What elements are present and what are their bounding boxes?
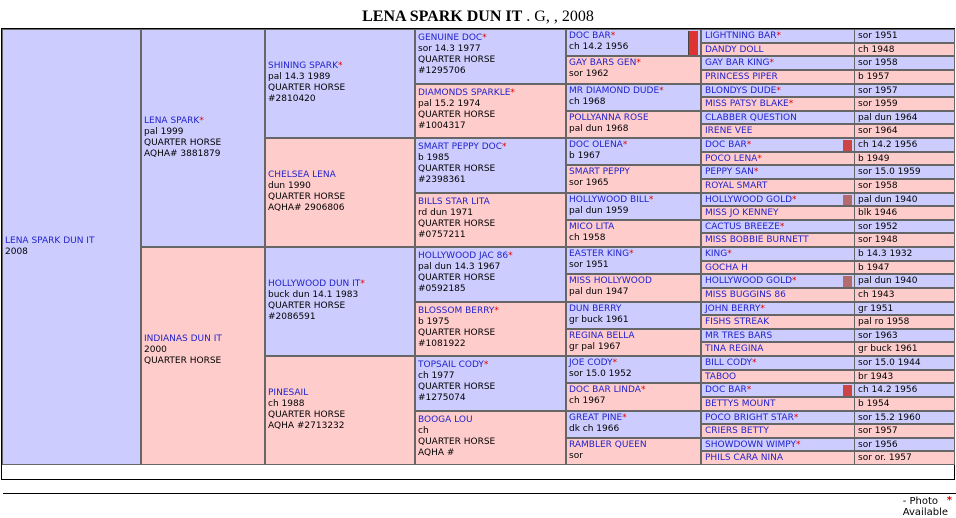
horse-name-link[interactable]: PINESAIL [268,388,309,398]
horse-info-line: sor 1957 [858,426,898,437]
photo-star-icon: * [482,33,487,43]
horse-name-link[interactable]: MR DIAMOND DUDE [569,85,660,96]
photo-star-icon: * [779,221,785,232]
pedigree-cell-g5-19 [701,288,955,302]
pedigree-cell-g4-11 [566,329,701,356]
photo-star-icon: * [502,142,507,152]
horse-info-line: sor 1959 [858,99,898,110]
pedigree-cell-g5-1 [701,43,955,57]
column-divider [854,166,855,178]
horse-info-line: b 1954 [858,398,890,409]
horse-name-link[interactable]: CRIERS BETTY [705,426,769,437]
horse-name-link[interactable]: SHOWDOWN WIMPY [705,439,797,450]
horse-info-line: QUARTER HORSE [418,327,496,338]
pedigree-cell-g5-16 [701,247,955,261]
horse-info-line: ch 1948 [858,44,895,55]
horse-info-line: gr buck 1961 [569,314,629,325]
photo-star-icon: * [360,279,365,289]
title-horse-name: LENA SPARK DUN IT [362,8,523,25]
horse-info-line: rd dun 1971 [418,207,474,218]
horse-info-line: QUARTER HORSE [144,356,222,366]
column-divider [854,44,855,56]
pedigree-cell-g5-28 [701,411,955,425]
horse-info-line: sor 1958 [858,58,898,69]
pedigree-cell-g5-5 [701,97,955,111]
photo-star-icon: * [640,385,646,396]
column-divider [854,112,855,124]
pedigree-cell-g4-2 [566,84,701,111]
horse-name-link[interactable]: MISS BUGGINS 86 [705,289,786,300]
column-divider [854,425,855,437]
color-swatch [843,385,852,396]
pedigree-cell-g5-9 [701,152,955,166]
column-divider [854,234,855,246]
photo-star-icon: * [757,153,762,164]
column-divider [854,30,855,42]
pedigree-cell-g4-3 [566,111,701,138]
pedigree-cell-g4-0 [566,29,701,56]
pedigree-cell-g3-0 [415,29,566,84]
pedigree-cell-g3-4 [415,247,566,302]
horse-name-link[interactable]: SMART PEPPY DOC [418,142,503,152]
photo-star-icon: * [622,140,628,150]
pedigree-cell-g4-13 [566,383,701,410]
horse-name-link[interactable]: TOPSAIL CODY [418,360,484,370]
pedigree-cell-g5-23 [701,342,955,356]
column-divider [854,153,855,165]
horse-name-link[interactable]: DOC OLENA [569,140,623,150]
horse-info-line: pal 1999 [144,127,184,137]
horse-name-link[interactable]: FISHS STREAK [705,317,770,328]
horse-info-line: QUARTER HORSE [418,218,496,229]
pedigree-cell-g5-21 [701,315,955,329]
pedigree-cell-g3-1 [415,84,566,139]
horse-info-line: b 1975 [418,316,450,327]
column-divider [854,384,855,396]
horse-info-line: b 1967 [569,151,601,161]
horse-name-link[interactable]: SHINING SPARK [268,61,338,71]
horse-name-link[interactable]: BILLS STAR LITA [418,196,490,207]
horse-name-link[interactable]: GREAT PINE [569,412,623,423]
horse-info-line: sor 1956 [858,439,898,450]
pedigree-cell-g4-8 [566,247,701,274]
pedigree-cell-g5-20 [701,302,955,316]
photo-star-icon: * [776,31,781,41]
horse-info-line: #1004317 [418,120,466,131]
horse-info-line: ch 1943 [858,289,895,300]
horse-info-line: ch [418,425,429,436]
horse-info-line: AQHA# 2906806 [268,203,345,213]
pedigree-cell-g1-0 [141,29,265,247]
column-divider [854,262,855,274]
pedigree-cell-g5-25 [701,370,955,384]
horse-name-link[interactable]: HOLLYWOOD DUN IT [268,279,361,289]
horse-name-link[interactable]: HOLLYWOOD JAC 86 [418,251,509,261]
horse-name-link[interactable]: DOC BAR [569,31,611,41]
pedigree-cell-g5-29 [701,424,955,438]
horse-info-line: blk 1946 [858,208,898,219]
horse-name-link[interactable]: LIGHTNING BAR [705,31,777,41]
pedigree-cell-g4-15 [566,438,701,465]
horse-info-line: QUARTER HORSE [418,382,496,392]
photo-star-icon: * [752,358,757,368]
column-divider [854,139,855,151]
pedigree-cell-g5-12 [701,193,955,207]
photo-star-icon: * [796,439,801,450]
horse-name-link[interactable]: BLOSSOM BERRY [418,305,495,316]
pedigree-cell-g5-3 [701,70,955,84]
column-divider [854,98,855,110]
photo-star-icon: * [746,140,752,150]
horse-name-link[interactable]: HOLLYWOOD BILL [569,194,649,205]
horse-info-line: #2398361 [418,175,466,185]
horse-info-line: b 1985 [418,153,450,163]
horse-name-link[interactable]: HOLLYWOOD GOLD [705,194,793,205]
horse-name-link[interactable]: LENA SPARK [144,116,200,126]
subject-info: 2008 [5,247,28,257]
horse-name-link[interactable]: MR TRES BARS [705,330,773,341]
horse-name-link[interactable]: BILL CODY [705,358,753,368]
photo-star-icon: * [636,58,641,69]
pedigree-cell-g4-1 [566,56,701,83]
horse-info-line: sor 1965 [569,178,609,189]
horse-info-line: sor 15.0 1952 [569,369,632,379]
photo-star-icon: * [788,99,794,110]
horse-info-line: QUARTER HORSE [418,164,496,174]
pedigree-cell-g5-15 [701,233,955,247]
photo-star-icon: * [792,276,797,287]
color-swatch [843,195,852,206]
photo-star-icon: * [792,194,797,205]
pedigree-table [1,28,955,518]
horse-info-line: pal ro 1958 [858,317,910,328]
horse-info-line: #2810420 [268,94,316,104]
pedigree-cell-g3-5 [415,302,566,357]
horse-info-line: pal dun 1940 [858,276,918,287]
column-divider [854,330,855,342]
horse-info-line: sor 15.0 1959 [858,167,921,178]
column-divider [854,85,855,97]
column-divider [854,248,855,260]
horse-name-link[interactable]: DOC BAR [705,140,747,150]
horse-info-line: pal dun 1968 [569,123,629,134]
column-divider [854,316,855,328]
horse-name-link[interactable]: CACTUS BREEZE [705,221,780,232]
photo-star-icon: * [483,360,489,370]
horse-name-link[interactable]: JOE CODY [569,358,613,368]
pedigree-cell-g5-2 [701,56,955,70]
pedigree-cell-g3-6 [415,356,566,411]
horse-name-link[interactable]: TINA REGINA [705,344,764,355]
horse-name-link[interactable]: ROYAL SMART [705,180,768,191]
column-divider [854,221,855,233]
horse-name-link[interactable]: DOC BAR [705,385,747,396]
color-swatch [688,31,698,55]
horse-info-line: dun 1990 [268,181,311,191]
horse-info-line: ch 1958 [569,232,606,243]
horse-name-link[interactable]: MISS HOLLYWOOD [569,276,652,287]
horse-name-link[interactable]: REGINA BELLA [569,330,635,341]
horse-info-line: sor 1963 [858,330,898,341]
pedigree-cell-g5-13 [701,206,955,220]
photo-star-icon: * [753,167,759,178]
horse-info-line: br 1943 [858,371,894,382]
photo-star-icon: * [776,85,781,96]
footer-row [3,493,956,518]
photo-legend [902,495,952,518]
title-details: . G, , 2008 [526,8,594,25]
pedigree-cell-g3-2 [415,138,566,193]
pedigree-cell-g5-24 [701,356,955,370]
pedigree-cell-g5-6 [701,111,955,125]
horse-name-link[interactable]: JOHN BERRY [705,303,761,314]
pedigree-cell-g5-22 [701,329,955,343]
horse-info-line: pal dun 1959 [569,205,629,216]
horse-info-line: #1275074 [418,393,466,403]
photo-star-icon: * [629,249,634,259]
pedigree-cell-g5-18 [701,274,955,288]
pedigree-cell-g4-10 [566,302,701,329]
column-divider [854,398,855,410]
horse-info-line: QUARTER HORSE [268,192,346,202]
horse-info-line: gr 1951 [858,303,894,314]
column-divider [854,289,855,301]
horse-name-link[interactable]: KING [705,249,728,259]
horse-info-line: AQHA # [418,447,455,458]
column-divider [854,357,855,369]
column-divider [854,439,855,451]
column-divider [854,303,855,315]
photo-star-icon: * [760,303,765,314]
horse-info-line: sor [569,450,583,461]
pedigree-cell-g5-4 [701,84,955,98]
legend-star-icon: * [946,495,952,506]
horse-name-link[interactable]: POCO BRIGHT STAR [705,412,794,423]
horse-name-link[interactable]: DUN BERRY [569,303,622,314]
horse-info-line: sor 1962 [569,69,609,80]
horse-info-line: gr buck 1961 [858,344,918,355]
horse-info-line: b 1957 [858,71,890,82]
horse-name-link[interactable]: PHILS CARA NINA [705,453,784,464]
pedigree-cell-g4-14 [566,411,701,438]
photo-star-icon: * [337,61,343,71]
photo-star-icon: * [746,385,752,396]
horse-info-line: ch 1977 [418,371,455,381]
horse-info-line: #0592185 [418,284,466,294]
horse-info-line: pal dun 1947 [569,287,629,298]
horse-info-line: sor 1957 [858,85,898,96]
horse-info-line: sor 14.3 1977 [418,44,481,54]
horse-info-line: sor 1952 [858,221,898,232]
horse-info-line: pal dun 1964 [858,112,918,123]
horse-info-line: buck dun 14.1 1983 [268,290,359,300]
pedigree-cell-g4-5 [566,165,701,192]
horse-info-line: dk ch 1966 [569,423,620,434]
photo-star-icon: * [659,85,664,96]
pedigree-cell-g2-1 [265,138,415,247]
column-divider [854,194,855,206]
color-swatch [843,140,852,151]
pedigree-cell-g5-7 [701,124,955,138]
horse-name-link[interactable]: IRENE VEE [705,126,753,137]
horse-name-link[interactable]: BOOGA LOU [418,414,473,425]
horse-name-link[interactable]: GENUINE DOC [418,33,483,43]
horse-info-line: sor 1948 [858,235,898,246]
horse-name-link[interactable]: GAY BARS GEN [569,58,637,69]
pedigree-cell-g2-0 [265,29,415,138]
horse-info-line: pal 15.2 1974 [418,98,481,109]
horse-info-line: sor 1951 [569,260,609,270]
horse-name-link[interactable]: HOLLYWOOD GOLD [705,276,793,287]
photo-star-icon: * [610,31,616,41]
horse-name-link[interactable]: DANDY DOLL [705,44,764,55]
horse-info-line: pal dun 1940 [858,194,918,205]
pedigree-cell-g2-2 [265,247,415,356]
horse-info-line: b 1947 [858,262,890,273]
horse-info-line: pal dun 14.3 1967 [418,262,501,272]
horse-info-line: b 1949 [858,153,890,164]
horse-name-link[interactable]: MISS JO KENNEY [705,208,779,219]
pedigree-cell-g4-12 [566,356,701,383]
photo-star-icon: * [648,194,654,205]
horse-name-link[interactable]: INDIANAS DUN IT [144,334,222,344]
horse-name-link[interactable]: DOC BAR LINDA [569,385,641,396]
horse-info-line: QUARTER HORSE [268,83,346,93]
photo-star-icon: * [727,249,732,259]
pedigree-cell-g5-0 [701,29,955,43]
photo-star-icon: * [510,87,515,98]
pedigree-cell-g4-9 [566,274,701,301]
horse-info-line: sor or. 1957 [858,453,912,464]
horse-info-line: sor 15.0 1944 [858,358,921,368]
horse-info-line: #2086591 [268,312,316,322]
horse-info-line: sor 15.2 1960 [858,412,921,423]
horse-info-line: sor 1964 [858,126,898,137]
horse-name-link[interactable]: EASTER KING [569,249,630,259]
legend-text: - Photo Available [902,496,948,518]
color-swatch [843,276,852,287]
column-divider [854,452,855,464]
horse-info-line: gr pal 1967 [569,341,621,352]
subject-name-link[interactable]: LENA SPARK DUN IT [5,236,95,246]
pedigree-cell-g5-26 [701,383,955,397]
column-divider [854,57,855,69]
horse-info-line: QUARTER HORSE [268,301,346,311]
horse-name-link[interactable]: POLLYANNA ROSE [569,112,649,123]
pedigree-cell-g5-14 [701,220,955,234]
horse-name-link[interactable]: CHELSEA LENA [268,170,336,180]
horse-name-link[interactable]: TABOO [705,371,737,382]
horse-info-line: ch 1988 [268,399,305,409]
horse-name-link[interactable]: GAY BAR KING [705,58,770,69]
horse-name-link[interactable]: SMART PEPPY [569,167,630,178]
pedigree-cell-g4-7 [566,220,701,247]
horse-name-link[interactable]: BLONDYS DUDE [705,85,777,96]
horse-info-line: 2000 [144,345,167,355]
horse-info-line: AQHA# 3881879 [144,149,221,159]
pedigree-cell-g2-3 [265,356,415,465]
photo-star-icon: * [793,412,799,423]
horse-name-link[interactable]: PEPPY SAN [705,167,754,178]
horse-name-link[interactable]: MISS PATSY BLAKE [705,99,789,110]
horse-info-line: QUARTER HORSE [418,273,496,283]
column-divider [854,207,855,219]
column-divider [854,125,855,137]
horse-info-line: ch 1967 [569,396,606,407]
horse-info-line: AQHA #2713232 [268,421,345,431]
subject-cell [2,29,141,465]
horse-name-link[interactable]: MICO LITA [569,221,615,232]
pedigree-cell-g5-17 [701,261,955,275]
horse-name-link[interactable]: GOCHA H [705,262,748,273]
column-divider [854,275,855,287]
horse-name-link[interactable]: BETTYS MOUNT [705,398,776,409]
column-divider [854,371,855,383]
pedigree-cell-g5-30 [701,438,955,452]
horse-info-line: QUARTER HORSE [144,138,222,148]
pedigree-cell-g5-27 [701,397,955,411]
horse-info-line: QUARTER HORSE [418,55,496,65]
horse-info-line: ch 1968 [569,96,606,107]
column-divider [854,343,855,355]
horse-info-line: #0757211 [418,229,466,240]
pedigree-cell-g5-11 [701,179,955,193]
pedigree-cell-g3-7 [415,411,566,466]
horse-name-link[interactable]: DIAMONDS SPARKLE [418,87,511,98]
photo-star-icon: * [622,412,627,423]
pedigree-cell-g5-10 [701,165,955,179]
pedigree-cell-g4-4 [566,138,701,165]
horse-name-link[interactable]: PRINCESS PIPER [705,71,778,82]
horse-name-link[interactable]: RAMBLER QUEEN [569,439,647,450]
horse-info-line: sor 1951 [858,31,898,41]
column-divider [854,71,855,83]
horse-name-link[interactable]: POCO LENA [705,153,758,164]
horse-info-line: ch 14.2 1956 [569,42,629,52]
horse-name-link[interactable]: CLABBER QUESTION [705,112,797,123]
pedigree-cell-g5-31 [701,451,955,465]
horse-info-line: QUARTER HORSE [418,436,496,447]
horse-info-line: QUARTER HORSE [268,410,346,420]
horse-info-line: ch 14.2 1956 [858,385,918,396]
horse-info-line: ch 14.2 1956 [858,140,918,150]
photo-star-icon: * [508,251,513,261]
pedigree-cell-g1-1 [141,247,265,465]
pedigree-cell-g3-3 [415,193,566,248]
pedigree-cell-g4-6 [566,193,701,220]
photo-star-icon: * [494,305,499,316]
page-title [0,7,956,27]
photo-star-icon: * [769,58,774,69]
horse-info-line: b 14.3 1932 [858,249,913,259]
horse-info-line: #1081922 [418,338,466,349]
photo-star-icon: * [612,358,618,368]
horse-name-link[interactable]: MISS BOBBIE BURNETT [705,235,809,246]
photo-star-icon: * [199,116,204,126]
horse-info-line: #1295706 [418,66,466,76]
column-divider [854,412,855,424]
horse-info-line: pal 14.3 1989 [268,72,331,82]
horse-info-line: sor 1958 [858,180,898,191]
pedigree-cell-g5-8 [701,138,955,152]
horse-info-line: QUARTER HORSE [418,109,496,120]
column-divider [854,180,855,192]
